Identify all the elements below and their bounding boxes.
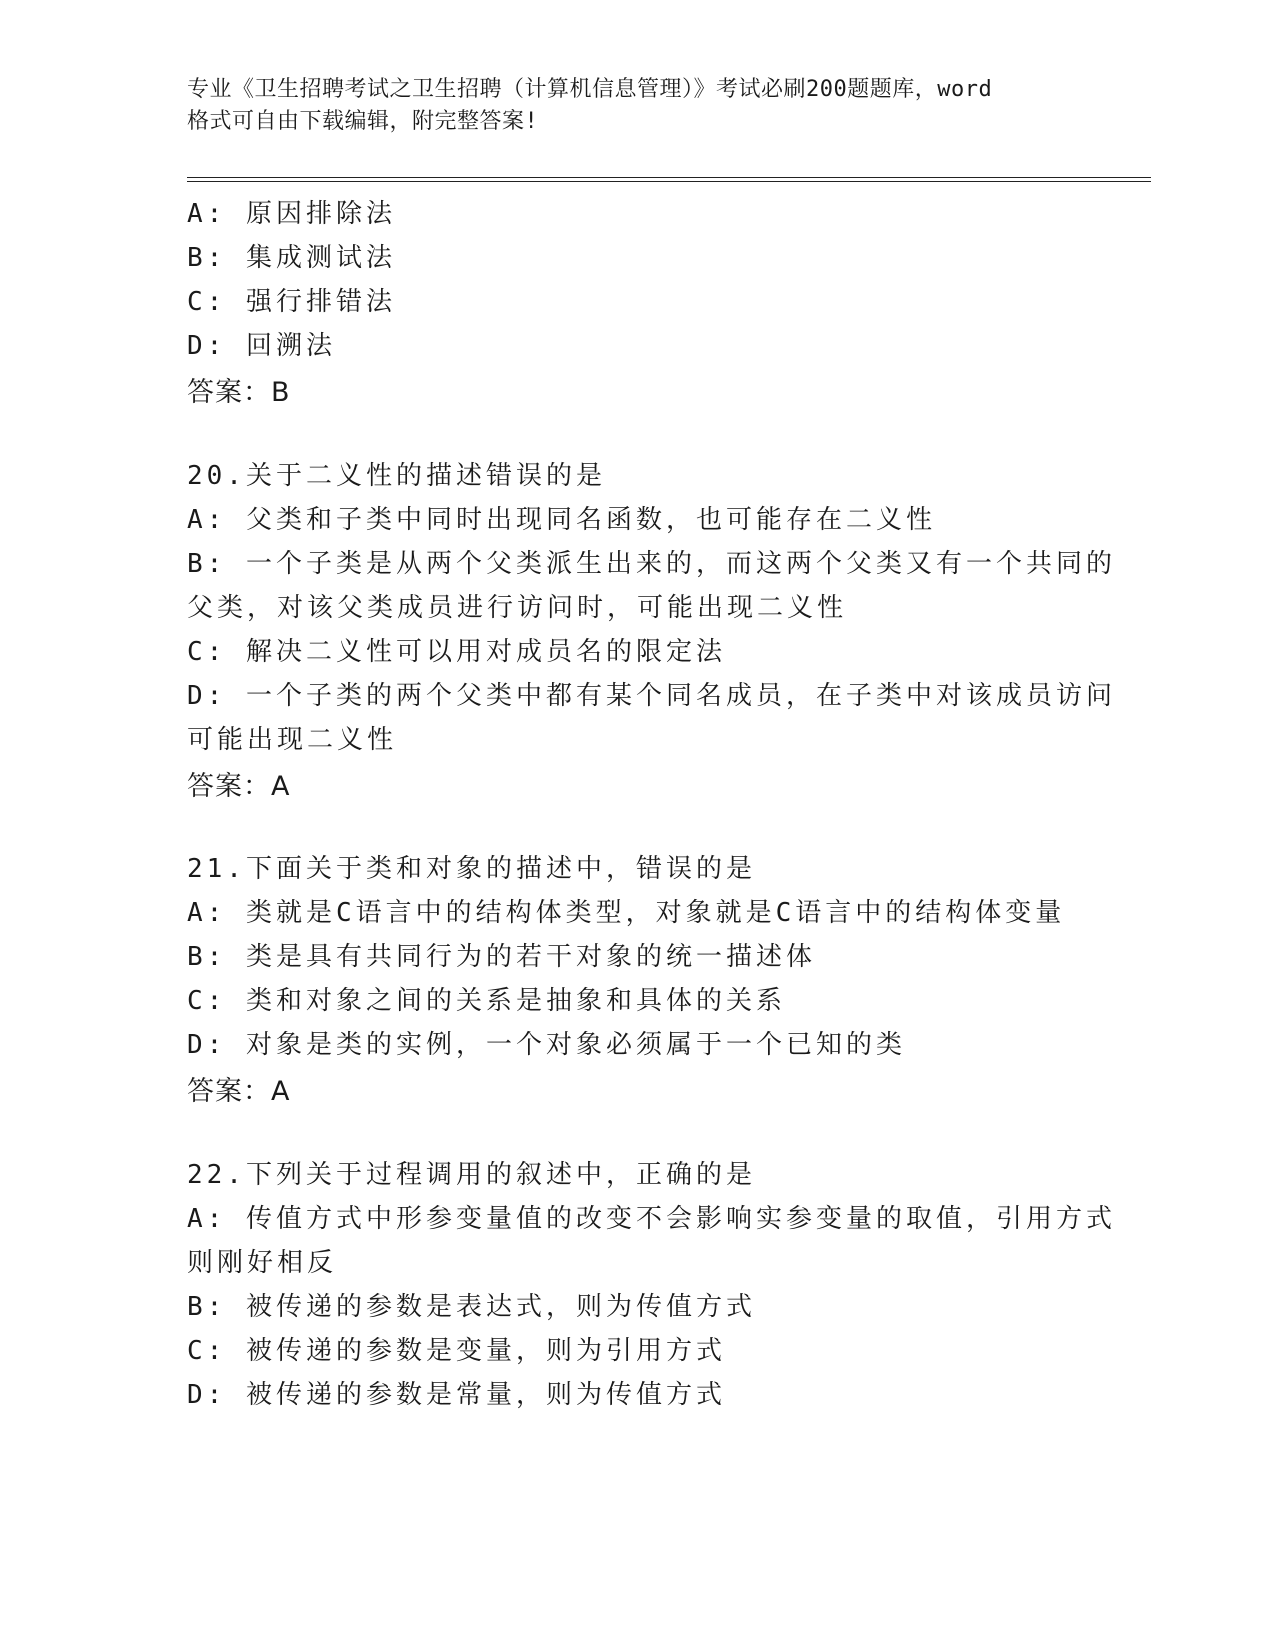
q22-question: 22.下列关于过程调用的叙述中，正确的是	[187, 1160, 756, 1190]
header-line-1: 专业《卫生招聘考试之卫生招聘（计算机信息管理）》考试必刷200题题库，word	[187, 77, 993, 102]
q20-question: 20.关于二义性的描述错误的是	[187, 461, 606, 491]
q19-option-d: D: 回溯法	[187, 331, 336, 361]
q22-option-c: C: 被传递的参数是变量，则为引用方式	[187, 1336, 726, 1366]
q22-option-a-line-2: 则刚好相反	[187, 1248, 338, 1278]
q19-answer: 答案：B	[187, 377, 291, 408]
q21-answer: 答案：A	[187, 1076, 291, 1107]
q21-option-b: B: 类是具有共同行为的若干对象的统一描述体	[187, 942, 816, 972]
q22-option-a-line-1: A: 传值方式中形参变量值的改变不会影响实参变量的取值，引用方式	[187, 1204, 1116, 1234]
q20-option-a: A: 父类和子类中同时出现同名函数，也可能存在二义性	[187, 505, 936, 535]
q21-option-d: D: 对象是类的实例，一个对象必须属于一个已知的类	[187, 1030, 906, 1060]
q19-option-a: A: 原因排除法	[187, 199, 396, 229]
header-divider-bottom	[187, 181, 1151, 182]
q20-answer: 答案：A	[187, 771, 291, 802]
q22-option-b: B: 被传递的参数是表达式，则为传值方式	[187, 1292, 756, 1322]
q19-option-b: B: 集成测试法	[187, 243, 396, 273]
q21-question: 21.下面关于类和对象的描述中，错误的是	[187, 854, 756, 884]
document-header	[187, 74, 1087, 138]
q20-option-d-line-2: 可能出现二义性	[187, 725, 398, 755]
q19-option-c: C: 强行排错法	[187, 287, 396, 317]
q20-option-b-line-1: B: 一个子类是从两个父类派生出来的，而这两个父类又有一个共同的	[187, 549, 1116, 579]
q20-option-b-line-2: 父类，对该父类成员进行访问时，可能出现二义性	[187, 593, 848, 623]
q21-option-a: A: 类就是C语言中的结构体类型，对象就是C语言中的结构体变量	[187, 898, 1066, 928]
q20-option-d-line-1: D: 一个子类的两个父类中都有某个同名成员，在子类中对该成员访问	[187, 681, 1116, 711]
header-divider-top	[187, 177, 1151, 178]
q21-option-c: C: 类和对象之间的关系是抽象和具体的关系	[187, 986, 786, 1016]
q22-option-d: D: 被传递的参数是常量，则为传值方式	[187, 1380, 726, 1410]
q20-option-c: C: 解决二义性可以用对成员名的限定法	[187, 637, 726, 667]
header-line-2: 格式可自由下载编辑，附完整答案!	[187, 109, 539, 134]
